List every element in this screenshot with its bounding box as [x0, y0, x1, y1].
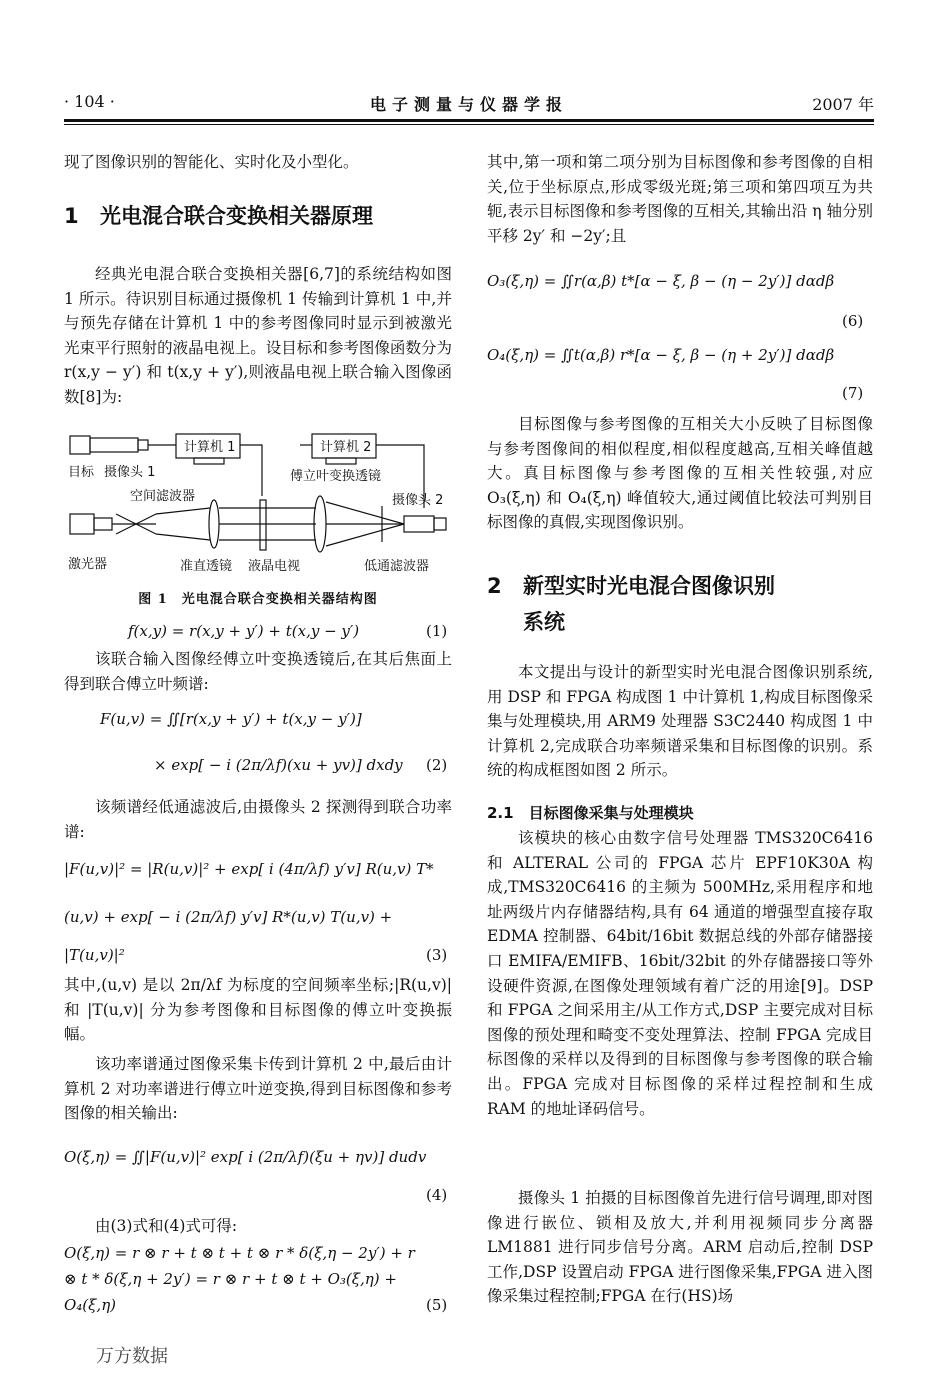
equation-number: (3) [426, 946, 448, 964]
equation-3-line-2: (u,v) + exp[ − i (2π/λf) y′v] R*(u,v) T(u,v) + [64, 908, 393, 926]
label-lowpass: 低通滤波器 [364, 559, 430, 574]
section-title-line-2: 系统 [523, 610, 565, 634]
label-computer-2: 计算机 2 [320, 440, 372, 455]
equation-6: O₃(ξ,η) = ∬r(α,β) t*[α − ξ, β − (η − 2y′)] dαdβ [487, 272, 835, 290]
paragraph: 摄像头 1 拍摄的目标图像首先进行信号调理,即对图像进行嵌位、锁相及放大,并利用视频同步分离器 LM1881 进行同步信号分离。ARM 启动后,控制 DSP 工作,DSP 设置启动 FPGA 进行图像采集,FPGA 进入图像采集过程控制;FPGA 在行(HS)场 [487, 1189, 873, 1306]
paragraph: 该模块的核心由数字信号处理器 TMS320C6416 和 ALTERAL 公司的 FPGA 芯片 EPF10K30A 构成,TMS320C6416 的主频为 500MHz,采用程序和地址两级片内存储器结构,具有 64 通道的增强型直接存取 EDMA 控制器、64bit/16bit 数据总线的外部存储器接口 EMIFA/EMIFB、16bit/32bit 的外存储器接口等外设硬件资源,在图像处理领域有着广泛的用途[9]。DSP 和 FPGA 之间采用主/从工作方式,DSP 主要完成对目标图像的预处理和畸变不变处理算法、控制 FPGA 完成目标图像的采样以及得到的目标图像与参考图像的联合输出。FPGA 完成对目标图像的采样过程控制和生成 RAM 的地址译码信号。 [487, 829, 873, 1118]
paragraph: 经典光电混合联合变换相关器[6,7]的系统结构如图 1 所示。待识别目标通过摄像机 1 传输到计算机 1 中,并与预先存储在计算机 1 中的参考图像同时显示到被激光光束平行照射的液晶电视上。设目标和参考图像函数分为 r(x,y − y′) 和 t(x,y + y′),则液晶电视上联合输入图像函数[8]为: [64, 265, 452, 406]
label-laser: 激光器 [68, 557, 108, 572]
paragraph: 该功率谱通过图像采集卡传到计算机 2 中,最后由计算机 2 对功率谱进行傅立叶逆变换,得到目标图像和参考图像的相关输出: [64, 1055, 452, 1123]
equation-5-line-2: ⊗ t * δ(ξ,η + 2y′) = r ⊗ r + t ⊗ t + O₃(ξ,η) + [64, 1270, 397, 1288]
paragraph: 其中,第一项和第二项分别为目标图像和参考图像的自相关,位于坐标原点,形成零级光斑;第三项和第四项互为共轭,表示目标图像和参考图像的互相关,其输出沿 η 轴分别平移 2y′ 和 −2y′;且 [487, 153, 873, 245]
paragraph: 目标图像与参考图像的互相关大小反映了目标图像与参考图像间的相似程度,相似程度越高,互相关峰值越大。真目标图像与参考图像的互相关性较强,对应 O₃(ξ,η) 和 O₄(ξ,η) 峰值较大,通过阈值比较法可判别目标图像的真假,实现图像识别。 [487, 415, 873, 532]
equation-1: f(x,y) = r(x,y + y′) + t(x,y − y′) [128, 622, 360, 640]
paragraph: 其中,(u,v) 是以 2π/λf 为标度的空间频率坐标;|R(u,v)| 和 |T(u,v)| 分为参考图像和目标图像的傅立叶变换振幅。 [64, 976, 452, 1044]
paragraph: 该频谱经低通滤波后,由摄像头 2 探测得到联合功率谱: [64, 798, 452, 841]
section-heading-1 [64, 200, 373, 232]
equation-4: O(ξ,η) = ∬|F(u,v)|² exp[ i (2π/λf)(ξu + ηv)] dudv [64, 1148, 427, 1166]
label-camera-1: 摄像头 1 [104, 465, 156, 480]
equation-7: O₄(ξ,η) = ∬t(α,β) r*[α − ξ, β − (η + 2y′)] dαdβ [487, 346, 835, 364]
label-camera-2: 摄像头 2 [392, 493, 444, 508]
equation-number: (6) [842, 312, 864, 330]
section-number: 2 [487, 574, 502, 598]
camera-1-body [90, 438, 138, 452]
equation-2-line-1: F(u,v) = ∬[r(x,y + y′) + t(x,y − y′)] [100, 710, 362, 728]
page-number: · 104 · [64, 92, 115, 111]
section-number: 1 [64, 204, 79, 228]
label-target: 目标 [68, 465, 95, 480]
equation-3-line-3: |T(u,v)|² [64, 946, 125, 964]
laser-body [70, 514, 94, 534]
equation-5-line-3: O₄(ξ,η) [64, 1296, 117, 1314]
camera-2-body [404, 516, 434, 532]
header-rule-thin [64, 124, 874, 125]
label-computer-1: 计算机 1 [184, 440, 236, 455]
year: 2007 年 [812, 95, 874, 114]
header-rule-thick [64, 119, 874, 122]
paragraph: 本文提出与设计的新型实时光电混合图像识别系统,用 DSP 和 FPGA 构成图 1 中计算机 1,构成目标图像采集与处理模块,用 ARM9 处理器 S3C2440 构成图 1 中计算机 2,完成联合功率频谱采集和目标图像的识别。系统的构成框图如图 2 所示。 [487, 663, 873, 780]
equation-number: (5) [426, 1296, 448, 1314]
section-title: 光电混合联合变换相关器原理 [100, 204, 373, 228]
subsection-heading-2-1: 2.1 目标图像采集与处理模块 [487, 804, 694, 822]
equation-number: (1) [426, 622, 448, 640]
equation-3-line-1: |F(u,v)|² = |R(u,v)|² + exp[ i (4π/λf) y′v] R(u,v) T* [64, 860, 434, 878]
section-title-line-1: 新型实时光电混合图像识别 [523, 574, 775, 598]
figure-1-caption: 图 1 光电混合联合变换相关器结构图 [138, 592, 378, 607]
running-header [64, 92, 874, 118]
target-object [70, 436, 90, 454]
equation-2-line-2: × exp[ − i (2π/λf)(xu + yv)] dxdy [154, 756, 403, 774]
paragraph: 现了图像识别的智能化、实时化及小型化。 [64, 153, 359, 171]
figure-1-diagram [64, 428, 454, 584]
label-ft-lens: 傅立叶变换透镜 [290, 469, 382, 484]
equation-5-line-1: O(ξ,η) = r ⊗ r + t ⊗ t + t ⊗ r * δ(ξ,η − 2y′) + r [64, 1244, 415, 1262]
equation-number: (4) [426, 1186, 448, 1204]
journal-title: 电子测量与仪器学报 [369, 95, 568, 114]
paragraph: 由(3)式和(4)式可得: [95, 1217, 238, 1235]
label-spatial-filter: 空间滤波器 [130, 489, 196, 504]
section-heading-2 [487, 570, 775, 638]
label-collimator: 准直透镜 [180, 559, 233, 574]
collimating-lens [209, 500, 219, 548]
watermark: 万方数据 [96, 1346, 168, 1367]
paragraph: 该联合输入图像经傅立叶变换透镜后,在其后焦面上得到联合傅立叶频谱: [64, 650, 452, 693]
label-lctv: 液晶电视 [248, 559, 301, 574]
equation-number: (7) [842, 384, 864, 402]
equation-number: (2) [426, 756, 448, 774]
